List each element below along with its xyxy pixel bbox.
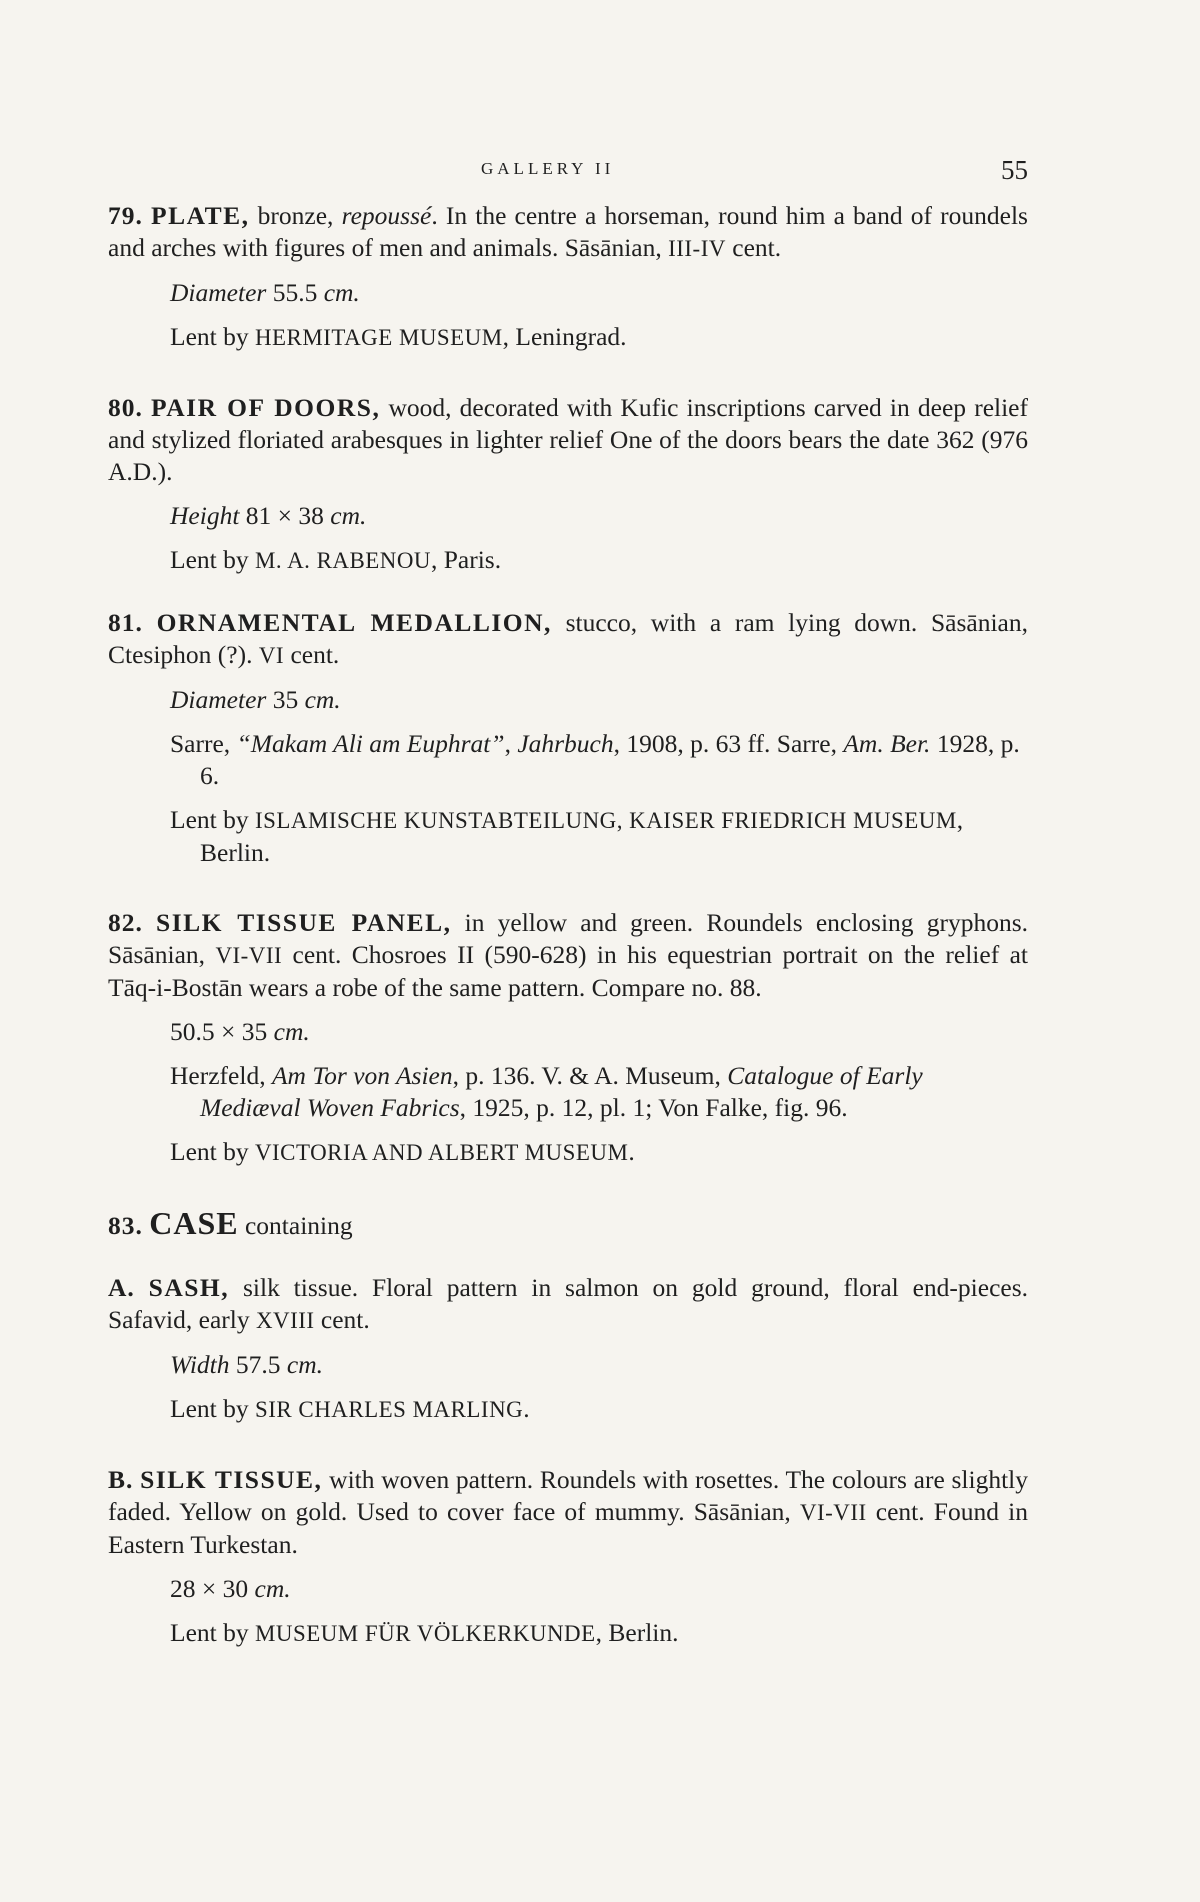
item-title: SILK TISSUE,	[140, 1465, 323, 1494]
reference-title: Jahrbuch	[517, 729, 614, 758]
dimension-unit: cm.	[254, 1574, 291, 1603]
running-head	[108, 155, 1028, 195]
dimension-label: Width	[170, 1350, 230, 1379]
running-title: GALLERY II	[481, 159, 615, 178]
lender-name: ISLAMISCHE KUNSTABTEILUNG, KAISER FRIEDRICH MUSEUM	[254, 808, 957, 833]
entry-text: in yellow and green. Roundels enclosing gryphons. Sāsānian,	[108, 908, 1029, 969]
entry-81-lender	[170, 804, 1028, 869]
entry-number: 81.	[108, 608, 143, 637]
case-suffix: containing	[238, 1211, 353, 1240]
entry-79-lender	[170, 321, 1028, 354]
case-item-a-description	[108, 1272, 1028, 1337]
lender-location: .	[628, 1137, 635, 1166]
dimension-value: 81 × 38	[239, 501, 331, 530]
case-item-b	[108, 1464, 1028, 1650]
lender-name: MUSEUM FÜR VÖLKERKUNDE	[254, 1621, 596, 1646]
lent-prefix: Lent by	[170, 322, 255, 351]
lender-name: HERMITAGE MUSEUM	[254, 325, 503, 350]
entry-83-case	[108, 1207, 1028, 1650]
entry-title: SILK TISSUE PANEL,	[156, 908, 452, 937]
lent-prefix: Lent by	[170, 1394, 255, 1423]
lent-prefix: Lent by	[170, 1618, 255, 1647]
lender-location: , Berlin.	[595, 1618, 679, 1647]
dimension-value: 50.5 × 35	[170, 1017, 274, 1046]
item-title: SASH,	[148, 1273, 230, 1302]
lender-name: VICTORIA AND ALBERT MUSEUM	[254, 1140, 629, 1165]
entry-82-description	[108, 907, 1028, 1004]
item-text: cent.	[314, 1305, 370, 1334]
dimension-unit: cm.	[304, 685, 341, 714]
entry-82	[108, 907, 1028, 1169]
reference-text: 1928, p. 6.	[200, 729, 1020, 790]
lender-location: , Paris.	[430, 545, 502, 574]
century: VI-VII	[215, 943, 283, 968]
dimension-unit: cm.	[273, 1017, 310, 1046]
dimension-value: 57.5	[229, 1350, 287, 1379]
entry-text: bronze,	[249, 201, 342, 230]
item-letter: A.	[108, 1273, 135, 1302]
entry-81-description	[108, 607, 1028, 672]
lent-prefix: Lent by	[170, 1137, 255, 1166]
dimension-value: 28 × 30	[170, 1574, 255, 1603]
item-letter: B.	[108, 1465, 134, 1494]
entry-text: stucco, with a ram lying down. Sāsānian, Ctesiphon (?).	[108, 608, 1028, 669]
entry-82-dimensions	[170, 1016, 1028, 1048]
case-title: CASE	[149, 1205, 239, 1241]
entry-79-description	[108, 200, 1028, 265]
entry-79	[108, 200, 1028, 354]
reference-text: Herzfeld,	[170, 1061, 272, 1090]
dimension-value: 55.5	[266, 278, 324, 307]
entry-80	[108, 392, 1028, 577]
entry-text: cent. Chosroes II (590-628) in his equestrian portrait on the relief at Tāq-i-Bostān wears a robe of the same pattern. Compare no. 88.	[108, 940, 1028, 1002]
entry-text: cent.	[725, 233, 782, 262]
item-text: with woven pattern. Roundels with rosettes. The colours are slightly faded. Yellow on gold. Used to cover face of mummy. Sāsānian,	[108, 1465, 1028, 1526]
entry-number: 83.	[108, 1211, 143, 1240]
entry-82-references	[170, 1060, 1028, 1124]
reference-text: Sarre,	[170, 729, 237, 758]
entry-title: PLATE,	[151, 201, 250, 230]
entry-80-lender	[170, 544, 1028, 577]
entry-number: 79.	[108, 201, 143, 230]
case-item-b-description	[108, 1464, 1028, 1561]
entry-text: cent.	[284, 640, 340, 669]
entry-title: ORNAMENTAL MEDALLION,	[156, 608, 552, 637]
century: XVIII	[255, 1308, 315, 1333]
lender-location: , Leningrad.	[502, 322, 627, 351]
entry-text: wood, decorated with Kufic inscriptions carved in deep relief and stylized floriated arabesques in lighter relief One of the doors bears the date 362 (976 A.D.).	[108, 393, 1028, 486]
entry-title: PAIR OF DOORS,	[151, 393, 381, 422]
entry-82-lender	[170, 1136, 1028, 1169]
item-text: cent. Found in Eastern Turkestan.	[108, 1497, 1028, 1559]
reference-title: Am. Ber.	[843, 729, 931, 758]
reference-title: “Makam Ali am Euphrat”	[236, 729, 505, 758]
reference-title: Am Tor von Asien	[271, 1061, 453, 1090]
case-item-a-lender	[170, 1393, 1028, 1426]
entry-81-references	[170, 728, 1028, 792]
entry-text-italic: repoussé	[341, 201, 432, 230]
century: VI	[258, 643, 285, 668]
page-number: 55	[1001, 155, 1028, 185]
case-item-a	[108, 1272, 1028, 1426]
dimension-unit: cm.	[330, 501, 367, 530]
case-item-b-lender	[170, 1617, 1028, 1650]
entry-80-dimensions	[170, 500, 1028, 532]
lender-location: , Berlin.	[200, 805, 964, 867]
dimension-label: Diameter	[170, 278, 267, 307]
lent-prefix: Lent by	[170, 805, 255, 834]
entry-number: 82.	[108, 908, 143, 937]
reference-text: , 1908, p. 63 ff. Sarre,	[613, 729, 844, 758]
entry-text: . In the centre a horseman, round him a band of roundels and arches with figures of men and animals. Sāsānian,	[108, 201, 1028, 262]
dimension-label: Diameter	[170, 685, 267, 714]
entry-81	[108, 607, 1028, 869]
lender-location: .	[523, 1394, 530, 1423]
reference-title: Catalogue of Early Mediæval Woven Fabrics	[200, 1061, 923, 1122]
catalogue-content	[108, 200, 1028, 1650]
lent-prefix: Lent by	[170, 545, 255, 574]
item-text: silk tissue. Floral pattern in salmon on gold ground, floral end-pieces. Safavid, early	[108, 1273, 1028, 1334]
case-item-a-dimensions	[170, 1349, 1028, 1381]
century: VI-VII	[799, 1500, 867, 1525]
dimension-unit: cm.	[286, 1350, 323, 1379]
lender-name: SIR CHARLES MARLING	[254, 1397, 524, 1422]
dimension-unit: cm.	[323, 278, 360, 307]
case-heading	[108, 1207, 1028, 1242]
entry-number: 80.	[108, 393, 143, 422]
lender-name: M. A. RABENOU	[254, 548, 431, 573]
reference-text: , 1925, p. 12, pl. 1; Von Falke, fig. 96.	[459, 1093, 848, 1122]
entry-81-dimensions	[170, 684, 1028, 716]
century: III-IV	[668, 236, 726, 261]
reference-text: , p. 136. V. & A. Museum,	[452, 1061, 728, 1090]
entry-80-description	[108, 392, 1028, 488]
dimension-label: Height	[170, 501, 240, 530]
case-item-b-dimensions	[170, 1573, 1028, 1605]
entry-79-dimensions	[170, 277, 1028, 309]
dimension-value: 35	[266, 685, 305, 714]
reference-text: ,	[504, 729, 518, 758]
